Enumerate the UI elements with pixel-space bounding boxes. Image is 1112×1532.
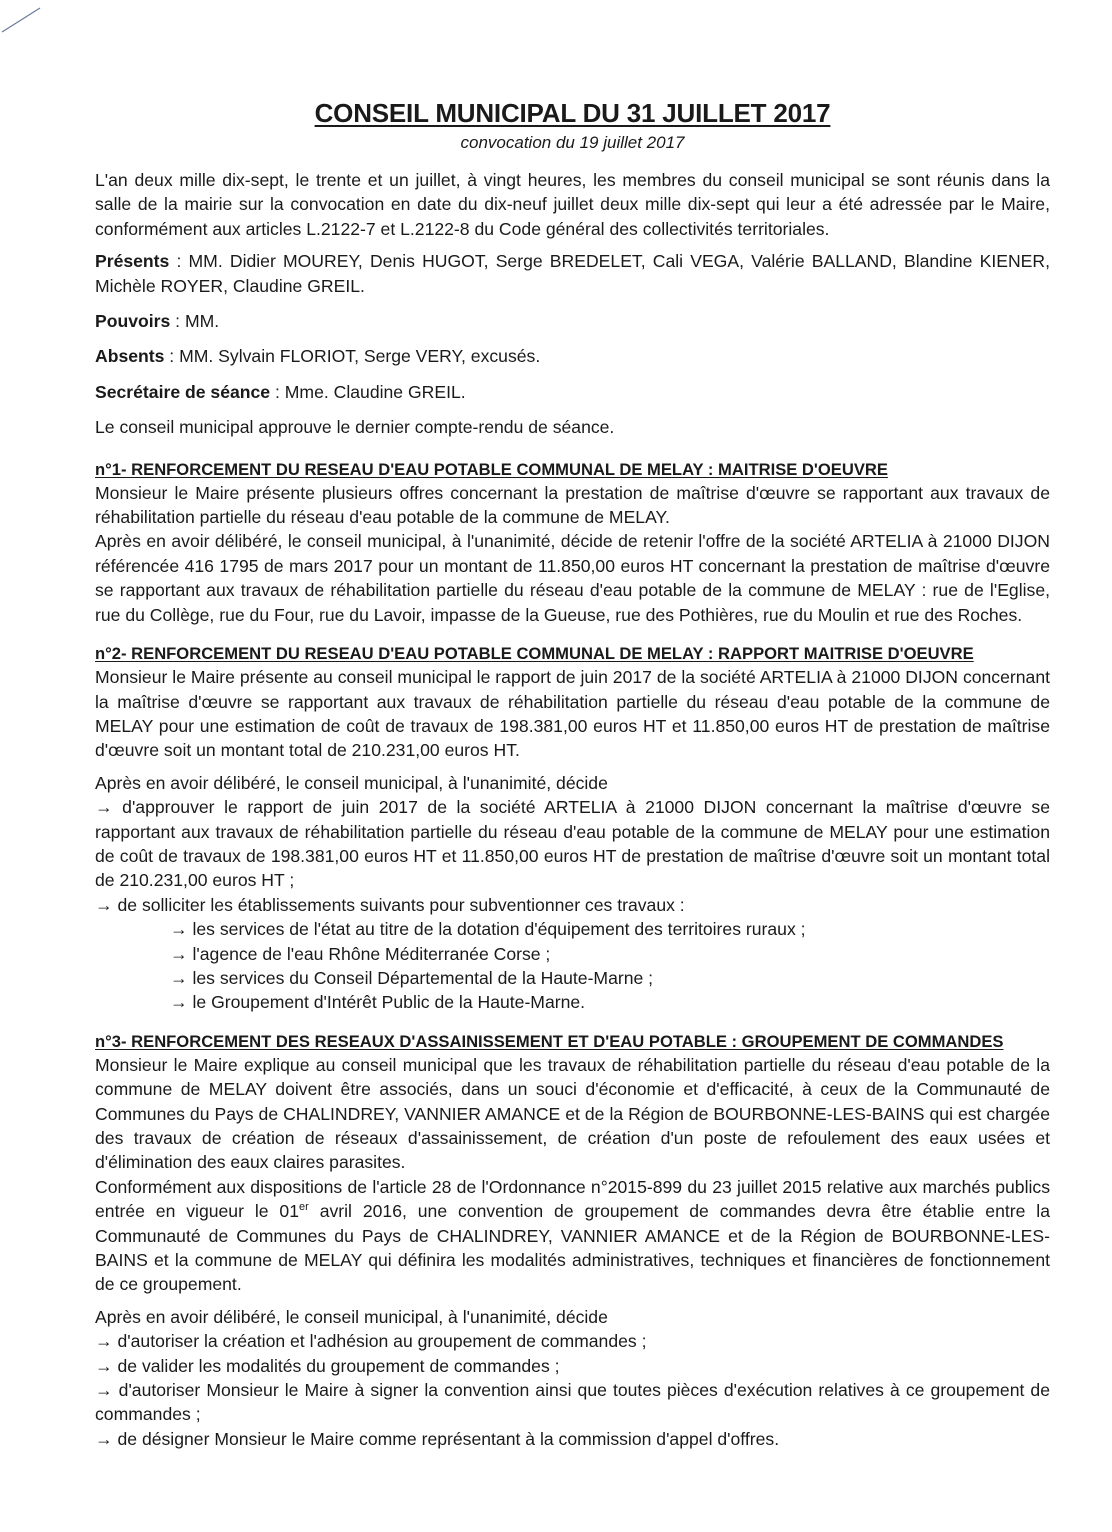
section-2-subitem-2 bbox=[95, 942, 1050, 966]
section-2-subitem-4 bbox=[95, 990, 1050, 1014]
subitem-text: le Groupement d'Intérêt Public de la Haute-Marne. bbox=[187, 992, 586, 1013]
section-3-decision-intro: Après en avoir délibéré, le conseil municipal, à l'unanimité, décide bbox=[95, 1306, 608, 1327]
section-1 bbox=[95, 459, 1050, 627]
section-1-paragraph-1: Monsieur le Maire présente plusieurs offres concernant la prestation de maîtrise d'œuvre se rapportant aux travaux de réhabilitation partielle du réseau d'eau potable de la commune de MELAY. bbox=[95, 482, 1050, 528]
section-3-title: n°3- RENFORCEMENT DES RESEAUX D'ASSAINISSEMENT ET D'EAU POTABLE : GROUPEMENT DE COMMANDES bbox=[95, 1031, 1004, 1051]
presents-label: Présents bbox=[95, 251, 170, 272]
arrow-icon: → bbox=[95, 1355, 113, 1376]
section-3-paragraph-1: Monsieur le Maire explique au conseil municipal que les travaux de réhabilitation partielle du réseau d'eau potable de la commune de MELAY doivent être associés, dans un souci d'économie et d'efficacité, à ceux de la Communauté de Communes du Pays de CHALINDREY, VANNIER AMANCE et de la Région de BOURBONNE-LES-BAINS qui est chargée des travaux de création de réseaux d'assainissement, de création d'un poste de refoulement des eaux usées et d'élimination des eaux claires parasites. bbox=[95, 1054, 1050, 1173]
section-2-title: n°2- RENFORCEMENT DU RESEAU D'EAU POTABLE COMMUNAL DE MELAY : RAPPORT MAITRISE D'OEUVRE bbox=[95, 644, 974, 664]
pen-stroke-mark bbox=[0, 0, 44, 34]
arrow-icon: → bbox=[95, 894, 113, 915]
presents-value: : MM. Didier MOUREY, Denis HUGOT, Serge BREDELET, Cali VEGA, Valérie BALLAND, Blandine KIENER, Michèle ROYER, Claudine GREIL. bbox=[95, 251, 1050, 296]
secretaire-line bbox=[95, 380, 1050, 404]
section-3-paragraph-2: Conformément aux dispositions de l'article 28 de l'Ordonnance n°2015-899 du 23 juillet 2015 relative aux marchés publics entrée en vigueur le 01er avril 2016, une convention de groupement de commandes devra être établie entre la Communauté de Communes du Pays de CHALINDREY, VANNIER AMANCE et de la Région de BOURBONNE-LES-BAINS et la commune de MELAY qui définira les modalités administratives, techniques et financières de fonctionnement de ce groupement. bbox=[95, 1176, 1050, 1295]
intro-paragraph: L'an deux mille dix-sept, le trente et un juillet, à vingt heures, les membres du conseil municipal se sont réunis dans la salle de la mairie sur la convocation en date du dix-neuf juillet deux mille dix-sept qui leur a été adressée par le Maire, conformément aux articles L.2122-7 et L.2122-8 du Code général des collectivités territoriales. bbox=[95, 170, 1050, 239]
section-2 bbox=[95, 643, 1050, 1015]
section-3-item-2 bbox=[95, 1354, 1050, 1378]
arrow-icon: → bbox=[170, 919, 188, 940]
page-title: CONSEIL MUNICIPAL DU 31 JUILLET 2017 bbox=[314, 98, 831, 128]
arrow-icon: → bbox=[95, 1428, 113, 1449]
superscript-er: er bbox=[299, 1201, 309, 1214]
arrow-icon: → bbox=[170, 943, 188, 964]
section-1-paragraph-2: Après en avoir délibéré, le conseil municipal, à l'unanimité, décide de retenir l'offre de la société ARTELIA à 21000 DIJON référencée 416 1795 de mars 2017 pour un montant de 11.850,00 euros HT concernant la prestation de maîtrise d'œuvre se rapportant aux travaux de réhabilitation partielle du réseau d'eau potable de la commune de MELAY : rue de l'Eglise, rue du Collège, rue du Four, rue du Lavoir, impasse de la Gueuse, rue des Pothières, rue du Moulin et rue des Roches. bbox=[95, 531, 1050, 625]
arrow-icon: → bbox=[95, 1380, 113, 1401]
section-2-subitem-3 bbox=[95, 966, 1050, 990]
absents-line bbox=[95, 344, 1050, 368]
section-2-item-2 bbox=[95, 893, 1050, 917]
section-3-item-1 bbox=[95, 1329, 1050, 1353]
section-2-subitem-1 bbox=[95, 917, 1050, 941]
item-text: de solliciter les établissements suivants pour subventionner ces travaux : bbox=[112, 894, 685, 915]
item-text: de valider les modalités du groupement de commandes ; bbox=[112, 1355, 560, 1376]
subitem-text: l'agence de l'eau Rhône Méditerranée Corse ; bbox=[187, 943, 551, 964]
arrow-icon: → bbox=[95, 1331, 113, 1352]
item-text: d'autoriser la création et l'adhésion au groupement de commandes ; bbox=[112, 1331, 647, 1352]
subitem-text: les services du Conseil Départemental de la Haute-Marne ; bbox=[187, 967, 654, 988]
item-text: d'approuver le rapport de juin 2017 de la société ARTELIA à 21000 DIJON concernant la maîtrise d'œuvre se rapportant aux travaux de réhabilitation partielle du réseau d'eau potable de la commune de MELAY pour une estimation de coût de travaux de 198.381,00 euros HT et 11.850,00 euros HT de prestation de maîtrise d'œuvre soit un montant total de 210.231,00 euros HT ; bbox=[95, 797, 1050, 891]
section-2-paragraph-1: Monsieur le Maire présente au conseil municipal le rapport de juin 2017 de la société ARTELIA à 21000 DIJON concernant la maîtrise d'œuvre se rapportant aux travaux de réhabilitation partielle du réseau d'eau potable de la commune de MELAY pour une estimation de coût de travaux de 198.381,00 euros HT et 11.850,00 euros HT de prestation de maîtrise d'œuvre soit un montant total de 210.231,00 euros HT. bbox=[95, 667, 1050, 761]
arrow-icon: → bbox=[170, 967, 188, 988]
approval-statement: Le conseil municipal approuve le dernier compte-rendu de séance. bbox=[95, 417, 615, 438]
section-3 bbox=[95, 1031, 1050, 1452]
absents-label: Absents bbox=[95, 346, 165, 367]
arrow-icon: → bbox=[170, 992, 188, 1013]
arrow-icon: → bbox=[95, 797, 113, 818]
subitem-text: les services de l'état au titre de la dotation d'équipement des territoires ruraux ; bbox=[187, 919, 806, 940]
pouvoirs-label: Pouvoirs bbox=[95, 311, 171, 332]
section-2-decision-intro: Après en avoir délibéré, le conseil municipal, à l'unanimité, décide bbox=[95, 772, 608, 793]
pouvoirs-value: : MM. bbox=[170, 311, 220, 332]
document-page bbox=[95, 96, 1050, 1467]
item-text: de désigner Monsieur le Maire comme représentant à la commission d'appel d'offres. bbox=[112, 1428, 780, 1449]
secretaire-label: Secrétaire de séance bbox=[95, 381, 271, 402]
pouvoirs-line bbox=[95, 309, 1050, 333]
section-1-title: n°1- RENFORCEMENT DU RESEAU D'EAU POTABLE COMMUNAL DE MELAY : MAITRISE D'OEUVRE bbox=[95, 459, 888, 479]
item-text: d'autoriser Monsieur le Maire à signer la convention ainsi que toutes pièces d'exécution relatives à ce groupement de commandes ; bbox=[95, 1380, 1050, 1425]
page-subtitle: convocation du 19 juillet 2017 bbox=[460, 133, 685, 152]
section-2-item-1 bbox=[95, 795, 1050, 893]
absents-value: : MM. Sylvain FLORIOT, Serge VERY, excusés. bbox=[164, 346, 541, 367]
presents-line bbox=[95, 249, 1050, 298]
secretaire-value: : Mme. Claudine GREIL. bbox=[270, 381, 466, 402]
section-3-item-4 bbox=[95, 1427, 1050, 1451]
section-3-item-3 bbox=[95, 1378, 1050, 1427]
